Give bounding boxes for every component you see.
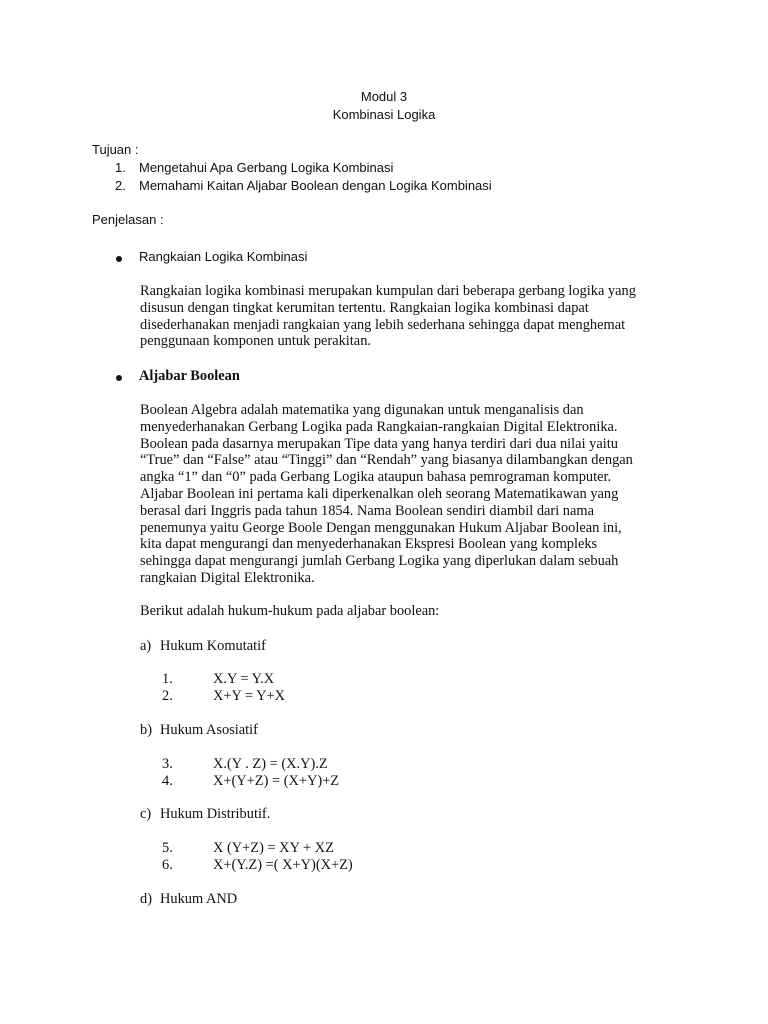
law-name: Hukum Distributif. [160,806,271,822]
paragraph-line: sehingga dapat mengurangi jumlah Gerbang Logika yang diperlukan dalam sebuah [140,553,619,570]
tujuan-item-number: 2. [115,178,126,193]
paragraph-line: penggunaan komponen untuk perakitan. [140,333,371,350]
paragraph-line: Rangkaian logika kombinasi merupakan kumpulan dari beberapa gerbang logika yang [140,283,636,299]
module-number: Modul 3 [360,89,408,104]
section-paragraph-aljabar [140,402,700,587]
law-item-expression: X+(Y.Z) =( X+Y)(X+Z) [213,857,353,873]
paragraph-line: disederhanakan menjadi rangkaian yang lebih sederhana sehingga dapat menghemat [140,316,626,333]
bullet-icon [116,375,122,381]
section-heading-rangkaian: Rangkaian Logika Kombinasi [139,249,308,264]
section-heading-aljabar: Aljabar Boolean [139,368,240,384]
law-item-number: 1. [162,671,173,687]
law-letter: d) [140,891,152,907]
penjelasan-label: Penjelasan : [92,212,164,227]
law-item-number: 4. [162,773,173,789]
law-item-number: 6. [162,857,173,873]
paragraph-line: angka “1” dan “0” pada Gerbang Logika ataupun bahasa pemrograman komputer. [140,469,612,486]
paragraph-line: “True” dan “False” atau “Tinggi” dan “Rendah” yang biasanya dilambangkan dengan [140,452,633,469]
paragraph-line: menyederhanakan Gerbang Logika pada Rangkaian-rangkaian Digital Elektronika. [140,418,618,435]
paragraph-line: Boolean Algebra adalah matematika yang digunakan untuk menganalisis dan [140,402,584,418]
law-item-expression: X (Y+Z) = XY + XZ [213,840,334,856]
paragraph-line: penemunya yaitu George Boole Dengan menggunakan Hukum Aljabar Boolean ini, [140,519,622,536]
tujuan-item-text: Memahami Kaitan Aljabar Boolean dengan Logika Kombinasi [139,178,492,193]
law-item-number: 2. [162,688,173,704]
paragraph-line: Boolean pada dasarnya merupakan Tipe data yang hanya terdiri dari dua nilai yaitu [140,435,618,452]
paragraph-line: rangkaian Digital Elektronika. [140,569,315,586]
law-letter: a) [140,638,152,654]
tujuan-item-text: Mengetahui Apa Gerbang Logika Kombinasi [139,160,394,175]
laws-intro: Berikut adalah hukum-hukum pada aljabar boolean: [140,603,440,619]
paragraph-line: Aljabar Boolean ini pertama kali diperkenalkan oleh seorang Matematikawan yang [140,485,619,502]
law-item-expression: X.(Y . Z) = (X.Y).Z [213,756,328,772]
section-paragraph-rangkaian [140,283,700,350]
law-letter: c) [140,806,152,822]
law-name: Hukum AND [160,891,238,907]
law-item-expression: X+Y = Y+X [213,688,286,704]
law-letter: b) [140,722,152,738]
tujuan-label: Tujuan : [92,142,139,157]
paragraph-line: disusun dengan tingkat kerumitan tertentu. Rangkaian logika kombinasi dapat [140,299,589,316]
law-item-number: 3. [162,756,173,772]
paragraph-line: kita dapat mengurangi dan menyederhanakan Ekspresi Boolean yang kompleks [140,536,598,553]
law-item-expression: X+(Y+Z) = (X+Y)+Z [213,773,340,789]
law-item-number: 5. [162,840,173,856]
page-title: Kombinasi Logika [332,107,436,122]
tujuan-item-number: 1. [115,160,126,175]
law-item-expression: X.Y = Y.X [213,671,275,687]
paragraph-line: berasal dari Inggris pada tahun 1854. Nama Boolean sendiri diambil dari nama [140,502,594,519]
law-name: Hukum Komutatif [160,638,266,654]
bullet-icon [116,256,122,262]
law-name: Hukum Asosiatif [160,722,258,738]
